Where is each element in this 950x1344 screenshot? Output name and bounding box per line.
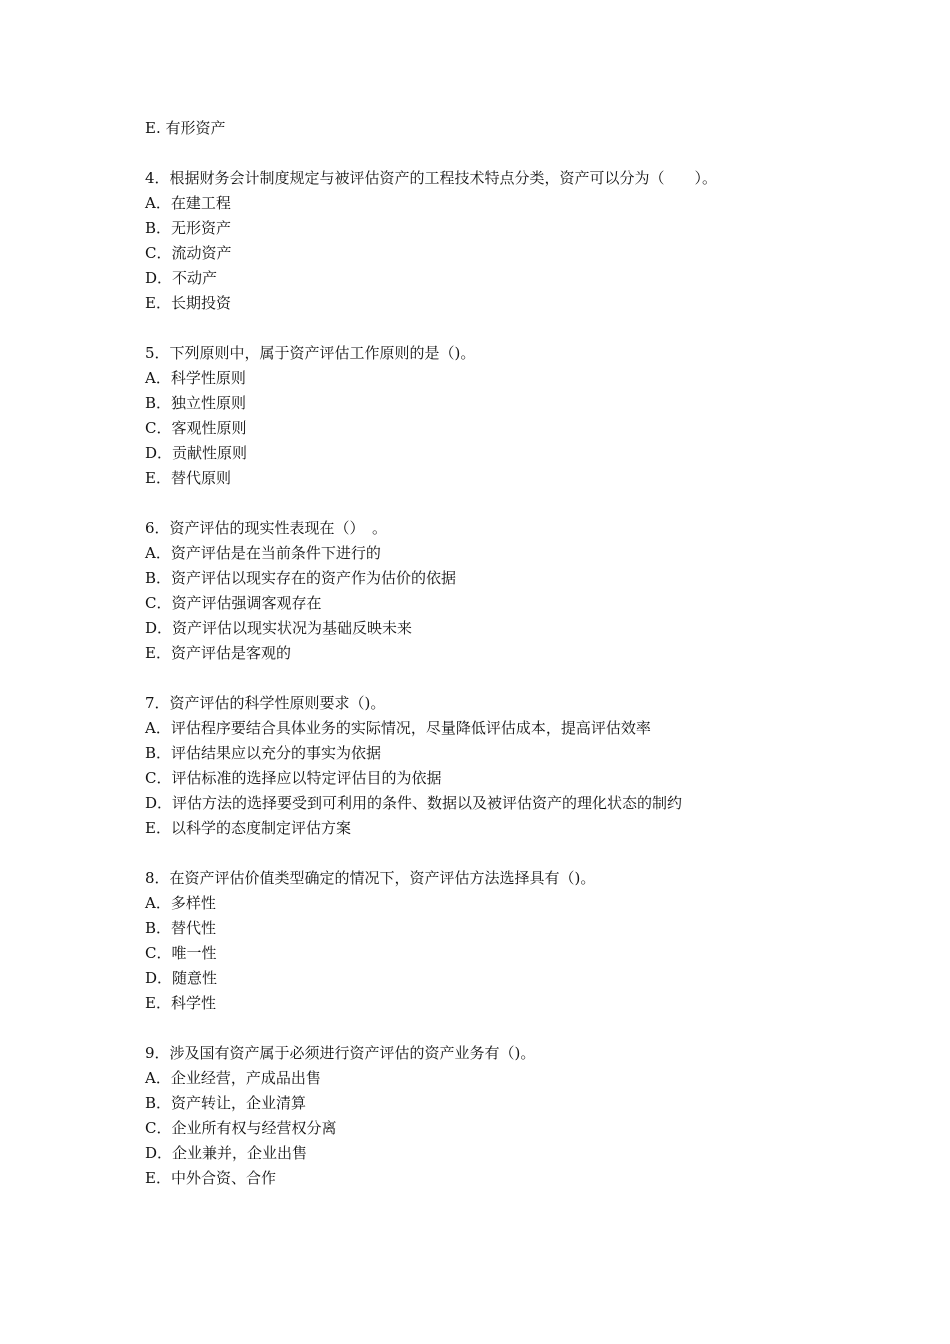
option-d: D．随意性 [145,969,218,987]
option-e: E．资产评估是客观的 [145,644,291,662]
option-a: A．科学性原则 [145,369,246,387]
question-list [145,116,825,1191]
question-stem: 6．资产评估的现实性表现在（） 。 [145,519,388,537]
option-a: A．评估程序要结合具体业务的实际情况，尽量降低评估成本，提高评估效率 [145,719,651,737]
question-stem: 5．下列原则中，属于资产评估工作原则的是（)。 [145,344,476,362]
question-block [145,166,825,316]
lead-option: E. 有形资产 [145,119,226,137]
question-stem: 8．在资产评估价值类型确定的情况下，资产评估方法选择具有（)。 [145,869,596,887]
question-block [145,341,825,491]
question-block [145,691,825,841]
option-d: D．贡献性原则 [145,444,248,462]
option-c: C．客观性原则 [145,419,247,437]
option-b: B．替代性 [145,919,217,937]
spacer [145,491,825,516]
option-d: D．评估方法的选择要受到可利用的条件、数据以及被评估资产的理化状态的制约 [145,794,683,812]
option-c: C．评估标准的选择应以特定评估目的为依据 [145,769,442,787]
option-c: C．流动资产 [145,244,232,262]
option-e: E．长期投资 [145,294,231,312]
option-a: A．多样性 [145,894,216,912]
option-e: E．科学性 [145,994,216,1012]
question-block [145,516,825,666]
option-e: E．替代原则 [145,469,231,487]
option-b: B．资产转让，企业清算 [145,1094,307,1112]
option-c: C．企业所有权与经营权分离 [145,1119,337,1137]
question-block [145,1041,825,1191]
option-b: B．评估结果应以充分的事实为依据 [145,744,382,762]
question-block [145,866,825,1016]
option-a: A．在建工程 [145,194,231,212]
spacer [145,141,825,166]
option-c: C．资产评估强调客观存在 [145,594,322,612]
option-d: D．企业兼并，企业出售 [145,1144,308,1162]
option-b: B．独立性原则 [145,394,247,412]
option-e: E．中外合资、合作 [145,1169,276,1187]
option-d: D．资产评估以现实状况为基础反映未来 [145,619,413,637]
option-b: B．资产评估以现实存在的资产作为估价的依据 [145,569,457,587]
option-a: A．资产评估是在当前条件下进行的 [145,544,381,562]
option-b: B．无形资产 [145,219,232,237]
spacer [145,841,825,866]
option-d: D．不动产 [145,269,218,287]
option-c: C．唯一性 [145,944,217,962]
question-stem: 7．资产评估的科学性原则要求（)。 [145,694,386,712]
spacer [145,666,825,691]
option-a: A．企业经营，产成品出售 [145,1069,321,1087]
spacer [145,1016,825,1041]
question-stem: 9．涉及国有资产属于必须进行资产评估的资产业务有（)。 [145,1044,536,1062]
option-e: E．以科学的态度制定评估方案 [145,819,351,837]
question-stem: 4．根据财务会计制度规定与被评估资产的工程技术特点分类，资产可以分为（ ）。 [145,169,718,187]
spacer [145,316,825,341]
